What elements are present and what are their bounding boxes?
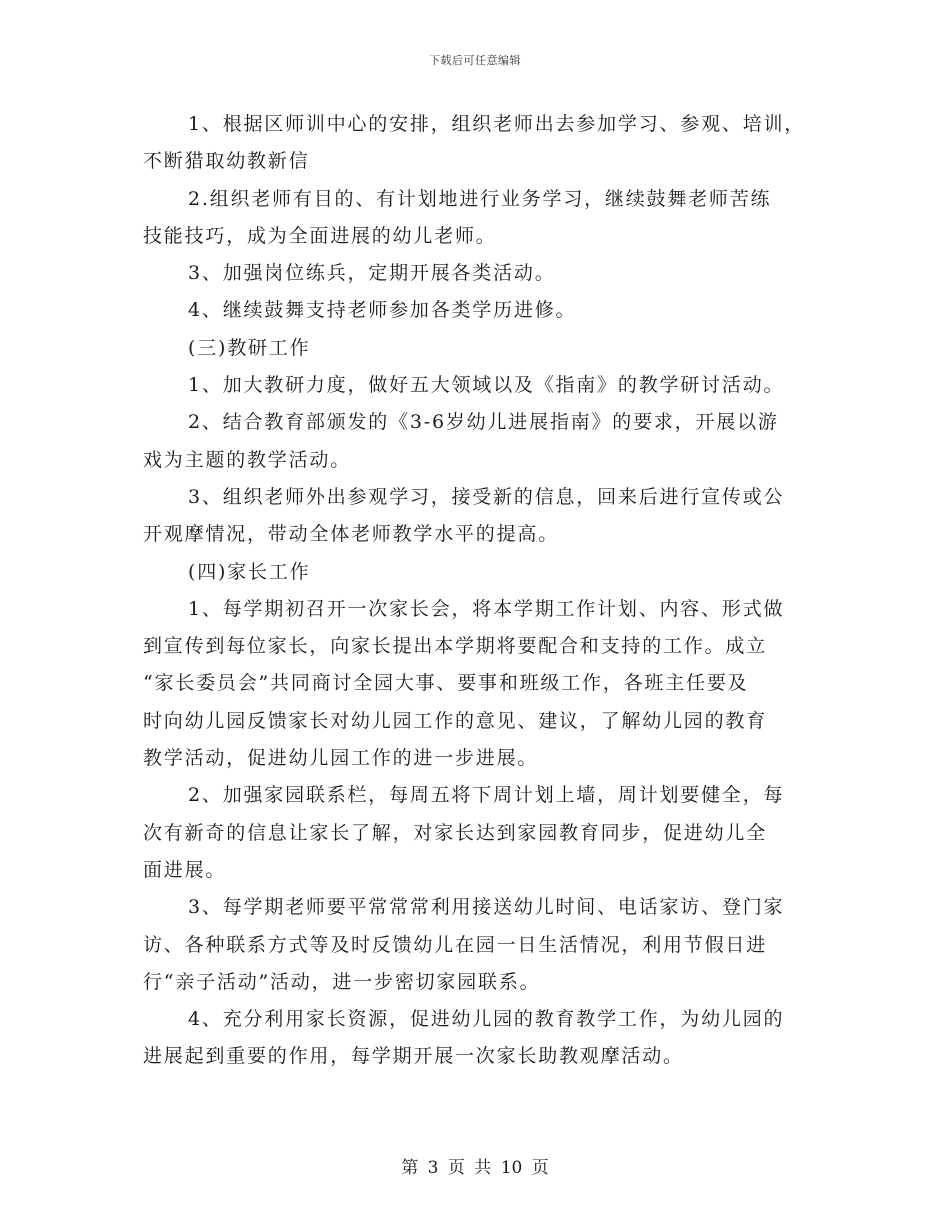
page-number: 第 3 页 共 10 页: [401, 1158, 549, 1178]
section-heading-research: (三)教研工作: [188, 336, 311, 359]
paragraph-parents-2: 2、加强家园联系栏，每周五将下周计划上墙，周计划要健全，每 次有新奇的信息让家长了解，对家长达到家园教育同步，促进幼儿全 面进展。: [143, 784, 785, 881]
paragraph-training-1: 1、根据区师训中心的安排，组织老师出去参加学习、参观、培训， 不断猎取幼教新信: [143, 113, 806, 173]
paragraph-research-1: 1、加大教研力度，做好五大领域以及《指南》的教学研讨活动。: [188, 374, 785, 397]
paragraph-training-3: 3、加强岗位练兵，定期开展各类活动。: [188, 262, 556, 285]
header-note: 下载后可任意编辑: [429, 54, 521, 67]
section-heading-parents: (四)家长工作: [188, 560, 311, 583]
paragraph-parents-4: 4、充分利用家长资源，促进幼儿园的教育教学工作，为幼儿园的 进展起到重要的作用，每学期开展一次家长助教观摩活动。: [143, 1008, 785, 1068]
paragraph-parents-1: 1、每学期初召开一次家长会，将本学期工作计划、内容、形式做 到宣传到每位家长，向家长提出本学期将要配合和支持的工作。成立 “家长委员会”共同商讨全园大事、要事和班级工作，各班主任要及 时向幼儿园反馈家长对幼儿园工作的意见、建议，了解幼儿园的教育 教学活动，促进幼儿园工作的进一步进展。: [143, 597, 785, 770]
document-body: [143, 106, 823, 1076]
paragraph-training-2: 2.组织老师有目的、有计划地进行业务学习，继续鼓舞老师苦练 技能技巧，成为全面进展的幼儿老师。: [143, 187, 772, 247]
paragraph-parents-3: 3、每学期老师要平常常常利用接送幼儿时间、电话家访、登门家 访、各种联系方式等及时反馈幼儿在园一日生活情况，利用节假日进 行“亲子活动”活动，进一步密切家园联系。: [143, 896, 785, 993]
paragraph-training-4: 4、继续鼓舞支持老师参加各类学历进修。: [188, 299, 577, 322]
paragraph-research-2: 2、结合教育部颁发的《3-6岁幼儿进展指南》的要求，开展以游 戏为主题的教学活动。: [143, 411, 779, 471]
paragraph-research-3: 3、组织老师外出参观学习，接受新的信息，回来后进行宣传或公 开观摩情况，带动全体老师教学水平的提高。: [143, 485, 785, 546]
